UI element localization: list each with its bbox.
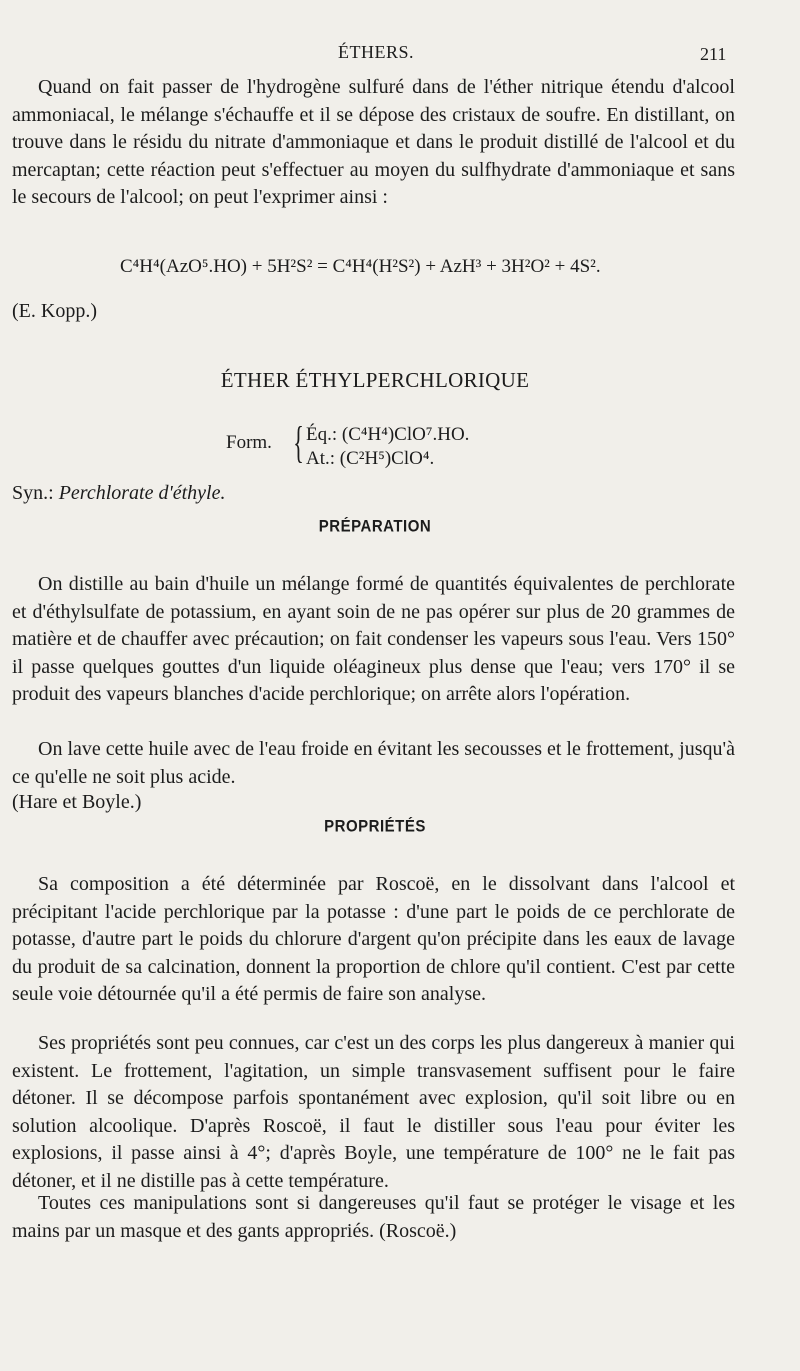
preparation-paragraph-1: On distille au bain d'huile un mélange formé de quantités équivalentes de perchlorate et d'éthylsulfate de potassium, en ayant soin de ne pas opérer sur plus de 20 grammes de matière et de chauffer avec précaution; on fait condenser les vapeurs sous l'eau. Vers 150° il passe quelques gouttes d'un liquide oléagineux plus dense que l'eau; vers 170° il se produit des vapeurs blanches d'acide perchlorique; on arrête alors l'opération. <box>12 573 735 705</box>
synonym-line <box>12 482 226 505</box>
credit-hare-boyle: (Hare et Boyle.) <box>12 791 142 813</box>
reaction-formula: C⁴H⁴(AzO⁵.HO) + 5H²S² = C⁴H⁴(H²S²) + AzH³ + 3H²O² + 4S². <box>120 256 601 277</box>
properties-paragraph-1: Sa composition a été déterminée par Roscoë, en le dissolvant dans l'alcool et précipitant l'acide perchlorique par la potasse : d'une part le poids de ce perchlorate de potasse, d'autre part le poids du chlorure d'argent qu'on précipite dans les eaux de lavage du produit de sa calcination, donnent la proportion de chlore qu'il contient. C'est par cette seule voie détournée qu'il a été permis de faire son analyse. <box>12 873 735 1005</box>
properties-heading: PROPRIÉTÉS <box>324 817 426 836</box>
equivalent-formula: Éq.: (C⁴H⁴)ClO⁷.HO. <box>306 424 470 445</box>
properties-paragraph-3: Toutes ces manipulations sont si dangereuses qu'il faut se protéger le visage et les mains par un masque et des gants appropriés. (Roscoë.) <box>12 1192 735 1242</box>
synonym-value: Perchlorate d'éthyle. <box>58 482 226 504</box>
section-title: ÉTHER ÉTHYLPERCHLORIQUE <box>220 368 530 392</box>
running-head: ÉTHERS. <box>338 42 415 62</box>
form-label: Form. <box>226 432 272 453</box>
properties-paragraph-2: Ses propriétés sont peu connues, car c'est un des corps les plus dangereux à manier qui existent. Le frottement, l'agitation, un simple transvasement suffisent pour le faire détoner. Il se décompose parfois spontanément avec explosion, qu'il soit libre ou en solution alcoolique. D'après Roscoë, il faut le distiller sous l'eau pour éviter les explosions, il passe ainsi à 4°; d'après Boyle, une température de 100° ne le fait pas détoner, et il ne distille pas à cette température. <box>12 1032 735 1192</box>
atomic-formula: At.: (C²H⁵)ClO⁴. <box>306 448 435 469</box>
preparation-paragraph-2: On lave cette huile avec de l'eau froide en évitant les secousses et le frottement, jusqu'à ce qu'elle ne soit plus acide. <box>12 738 735 788</box>
synonym-label: Syn.: <box>12 482 54 504</box>
intro-paragraph: Quand on fait passer de l'hydrogène sulfuré dans de l'éther nitrique étendu d'alcool ammoniacal, le mélange s'échauffe et il se dépose des cristaux de soufre. En distillant, on trouve dans le résidu du nitrate d'ammoniaque et dans le produit distillé de l'alcool et du mercaptan; cette réaction peut s'effectuer au moyen du sulfhydrate d'ammoniaque et sans le secours de l'alcool; on peut l'exprimer ainsi : <box>12 76 735 208</box>
page-number: 211 <box>700 44 727 64</box>
credit-kopp: (E. Kopp.) <box>12 300 97 322</box>
brace-glyph: { <box>293 418 304 467</box>
preparation-heading: PRÉPARATION <box>318 517 432 536</box>
